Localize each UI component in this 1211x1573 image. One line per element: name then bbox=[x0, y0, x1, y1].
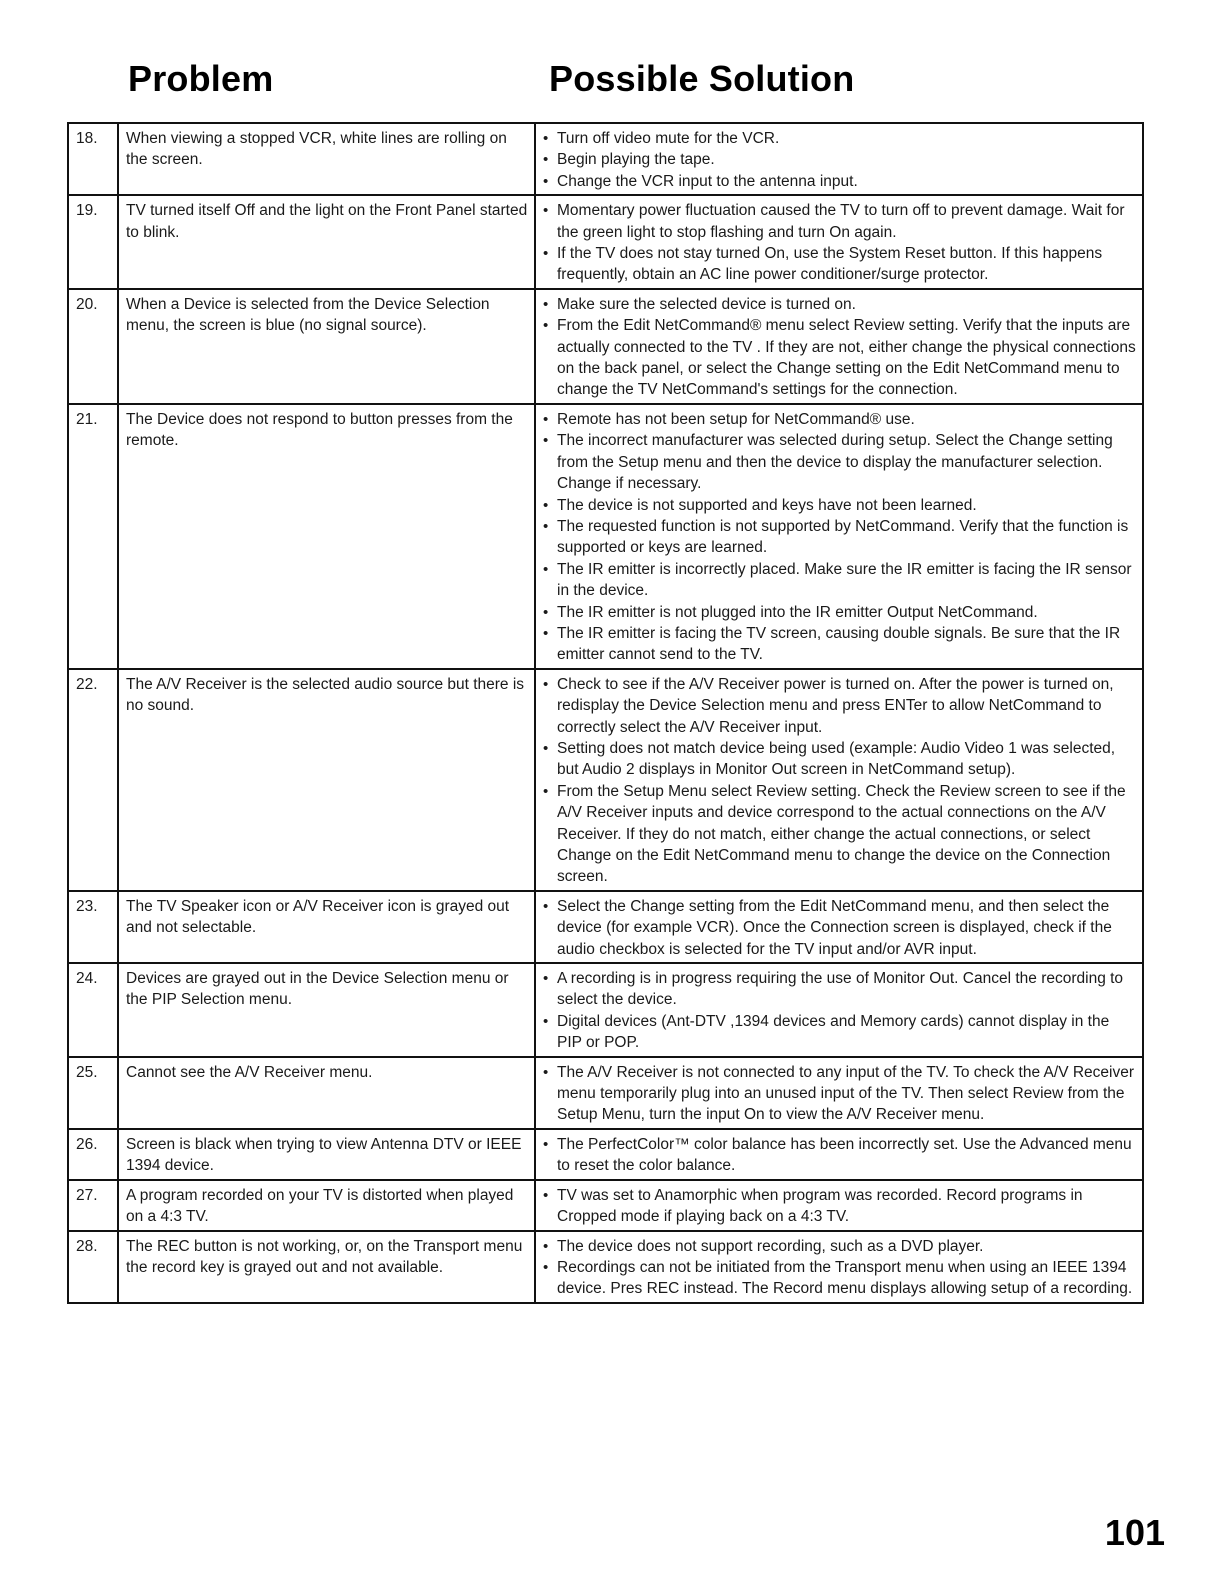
problem-text: The REC button is not working, or, on the Transport menu the record key is grayed out and not available. bbox=[118, 1231, 535, 1303]
solution-item: • Make sure the selected device is turned on. bbox=[543, 294, 1136, 315]
problem-text: When viewing a stopped VCR, white lines are rolling on the screen. bbox=[118, 123, 535, 195]
troubleshooting-rows bbox=[68, 123, 1143, 1303]
solution-item: • Setting does not match device being used (example: Audio Video 1 was selected, but Audio 2 displays in Monitor Out screen in NetCommand setup). bbox=[543, 738, 1136, 781]
row-number: 24. bbox=[68, 963, 118, 1057]
row-number: 20. bbox=[68, 289, 118, 404]
solution-item: • The PerfectColor™ color balance has been incorrectly set. Use the Advanced menu to reset the color balance. bbox=[543, 1134, 1136, 1177]
solution-list bbox=[543, 409, 1136, 666]
table-row bbox=[68, 963, 1143, 1057]
solution-list bbox=[543, 1134, 1136, 1177]
table-row bbox=[68, 123, 1143, 195]
solution-list bbox=[543, 294, 1136, 401]
solution-list bbox=[543, 200, 1136, 286]
row-number: 27. bbox=[68, 1180, 118, 1231]
solution-list bbox=[543, 896, 1136, 960]
row-number: 22. bbox=[68, 669, 118, 891]
solution-list bbox=[543, 1236, 1136, 1300]
solution-list bbox=[543, 128, 1136, 192]
solution-item: • The IR emitter is incorrectly placed. Make sure the IR emitter is facing the IR sensor in the device. bbox=[543, 559, 1136, 602]
solution-item: • Momentary power fluctuation caused the TV to turn off to prevent damage. Wait for the green light to stop flashing and turn On again. bbox=[543, 200, 1136, 243]
solution-item: • From the Edit NetCommand® menu select Review setting. Verify that the inputs are actually connected to the TV . If they are not, either change the physical connections on the back panel, or select the Change setting on the Edit NetCommand menu to change the TV NetCommand's settings for the connection. bbox=[543, 315, 1136, 401]
table-row bbox=[68, 404, 1143, 669]
table-row bbox=[68, 195, 1143, 289]
problem-text: A program recorded on your TV is distorted when played on a 4:3 TV. bbox=[118, 1180, 535, 1231]
problem-text: Cannot see the A/V Receiver menu. bbox=[118, 1057, 535, 1129]
solution-cell bbox=[535, 123, 1143, 195]
solution-item: • The incorrect manufacturer was selected during setup. Select the Change setting from the Setup menu and then the device to display the manufacturer selection. Change if necessary. bbox=[543, 430, 1136, 494]
solution-item: • The IR emitter is not plugged into the IR emitter Output NetCommand. bbox=[543, 602, 1136, 623]
solution-list bbox=[543, 674, 1136, 888]
problem-text: TV turned itself Off and the light on the Front Panel started to blink. bbox=[118, 195, 535, 289]
solution-item: • Check to see if the A/V Receiver power is turned on. After the power is turned on, redisplay the Device Selection menu and press ENTer to allow NetCommand to correctly select the A/V Receiver input. bbox=[543, 674, 1136, 738]
table-row bbox=[68, 669, 1143, 891]
table-row bbox=[68, 1180, 1143, 1231]
solution-item: • The requested function is not supported by NetCommand. Verify that the function is supported or keys are learned. bbox=[543, 516, 1136, 559]
solution-item: • Change the VCR input to the antenna input. bbox=[543, 171, 1136, 192]
solution-cell bbox=[535, 1231, 1143, 1303]
solution-cell bbox=[535, 891, 1143, 963]
solution-cell bbox=[535, 1180, 1143, 1231]
solution-item: • Remote has not been setup for NetCommand® use. bbox=[543, 409, 1136, 430]
solution-list bbox=[543, 1062, 1136, 1126]
solution-item: • If the TV does not stay turned On, use the System Reset button. If this happens frequently, obtain an AC line power conditioner/surge protector. bbox=[543, 243, 1136, 286]
problem-text: Screen is black when trying to view Antenna DTV or IEEE 1394 device. bbox=[118, 1129, 535, 1180]
problem-text: The Device does not respond to button presses from the remote. bbox=[118, 404, 535, 669]
solution-cell bbox=[535, 1057, 1143, 1129]
row-number: 18. bbox=[68, 123, 118, 195]
solution-cell bbox=[535, 1129, 1143, 1180]
solution-item: • Begin playing the tape. bbox=[543, 149, 1136, 170]
row-number: 26. bbox=[68, 1129, 118, 1180]
solution-item: • Digital devices (Ant-DTV ,1394 devices and Memory cards) cannot display in the PIP or POP. bbox=[543, 1011, 1136, 1054]
table-row bbox=[68, 1129, 1143, 1180]
table-row bbox=[68, 891, 1143, 963]
table-row bbox=[68, 289, 1143, 404]
solution-item: • The device does not support recording, such as a DVD player. bbox=[543, 1236, 1136, 1257]
solution-item: • The IR emitter is facing the TV screen, causing double signals. Be sure that the IR emitter cannot send to the TV. bbox=[543, 623, 1136, 666]
solution-cell bbox=[535, 963, 1143, 1057]
solution-item: • From the Setup Menu select Review setting. Check the Review screen to see if the A/V Receiver inputs and device correspond to the actual connections on the A/V Receiver. If they do not match, either change the actual connections, or select Change on the Edit NetCommand menu to change the device on the Connection screen. bbox=[543, 781, 1136, 888]
page-number: 101 bbox=[1104, 1512, 1165, 1553]
solution-cell bbox=[535, 195, 1143, 289]
solution-item: • Recordings can not be initiated from the Transport menu when using an IEEE 1394 device. Pres REC instead. The Record menu displays allowing setup of a recording. bbox=[543, 1257, 1136, 1300]
solution-item: • A recording is in progress requiring the use of Monitor Out. Cancel the recording to select the device. bbox=[543, 968, 1136, 1011]
problem-text: The TV Speaker icon or A/V Receiver icon is grayed out and not selectable. bbox=[118, 891, 535, 963]
row-number: 28. bbox=[68, 1231, 118, 1303]
solution-list bbox=[543, 1185, 1136, 1228]
row-number: 25. bbox=[68, 1057, 118, 1129]
solution-item: • The A/V Receiver is not connected to any input of the TV. To check the A/V Receiver menu temporarily plug into an unused input of the TV. Then select Review from the Setup Menu, turn the input On to view the A/V Receiver menu. bbox=[543, 1062, 1136, 1126]
row-number: 23. bbox=[68, 891, 118, 963]
solution-item: • Turn off video mute for the VCR. bbox=[543, 128, 1136, 149]
solution-item: • The device is not supported and keys have not been learned. bbox=[543, 495, 1136, 516]
row-number: 21. bbox=[68, 404, 118, 669]
problem-text: Devices are grayed out in the Device Selection menu or the PIP Selection menu. bbox=[118, 963, 535, 1057]
table-row bbox=[68, 1231, 1143, 1303]
table-row bbox=[68, 1057, 1143, 1129]
problem-column-heading: Problem bbox=[128, 58, 274, 99]
solution-cell bbox=[535, 289, 1143, 404]
troubleshooting-table bbox=[67, 122, 1144, 1304]
solution-item: • TV was set to Anamorphic when program was recorded. Record programs in Cropped mode if playing back on a 4:3 TV. bbox=[543, 1185, 1136, 1228]
row-number: 19. bbox=[68, 195, 118, 289]
problem-text: When a Device is selected from the Device Selection menu, the screen is blue (no signal source). bbox=[118, 289, 535, 404]
solution-item: • Select the Change setting from the Edit NetCommand menu, and then select the device (for example VCR). Once the Connection screen is displayed, check if the audio checkbox is selected for the TV input and/or AVR input. bbox=[543, 896, 1136, 960]
solution-list bbox=[543, 968, 1136, 1054]
solution-column-heading: Possible Solution bbox=[549, 58, 855, 99]
solution-cell bbox=[535, 669, 1143, 891]
solution-cell bbox=[535, 404, 1143, 669]
problem-text: The A/V Receiver is the selected audio source but there is no sound. bbox=[118, 669, 535, 891]
